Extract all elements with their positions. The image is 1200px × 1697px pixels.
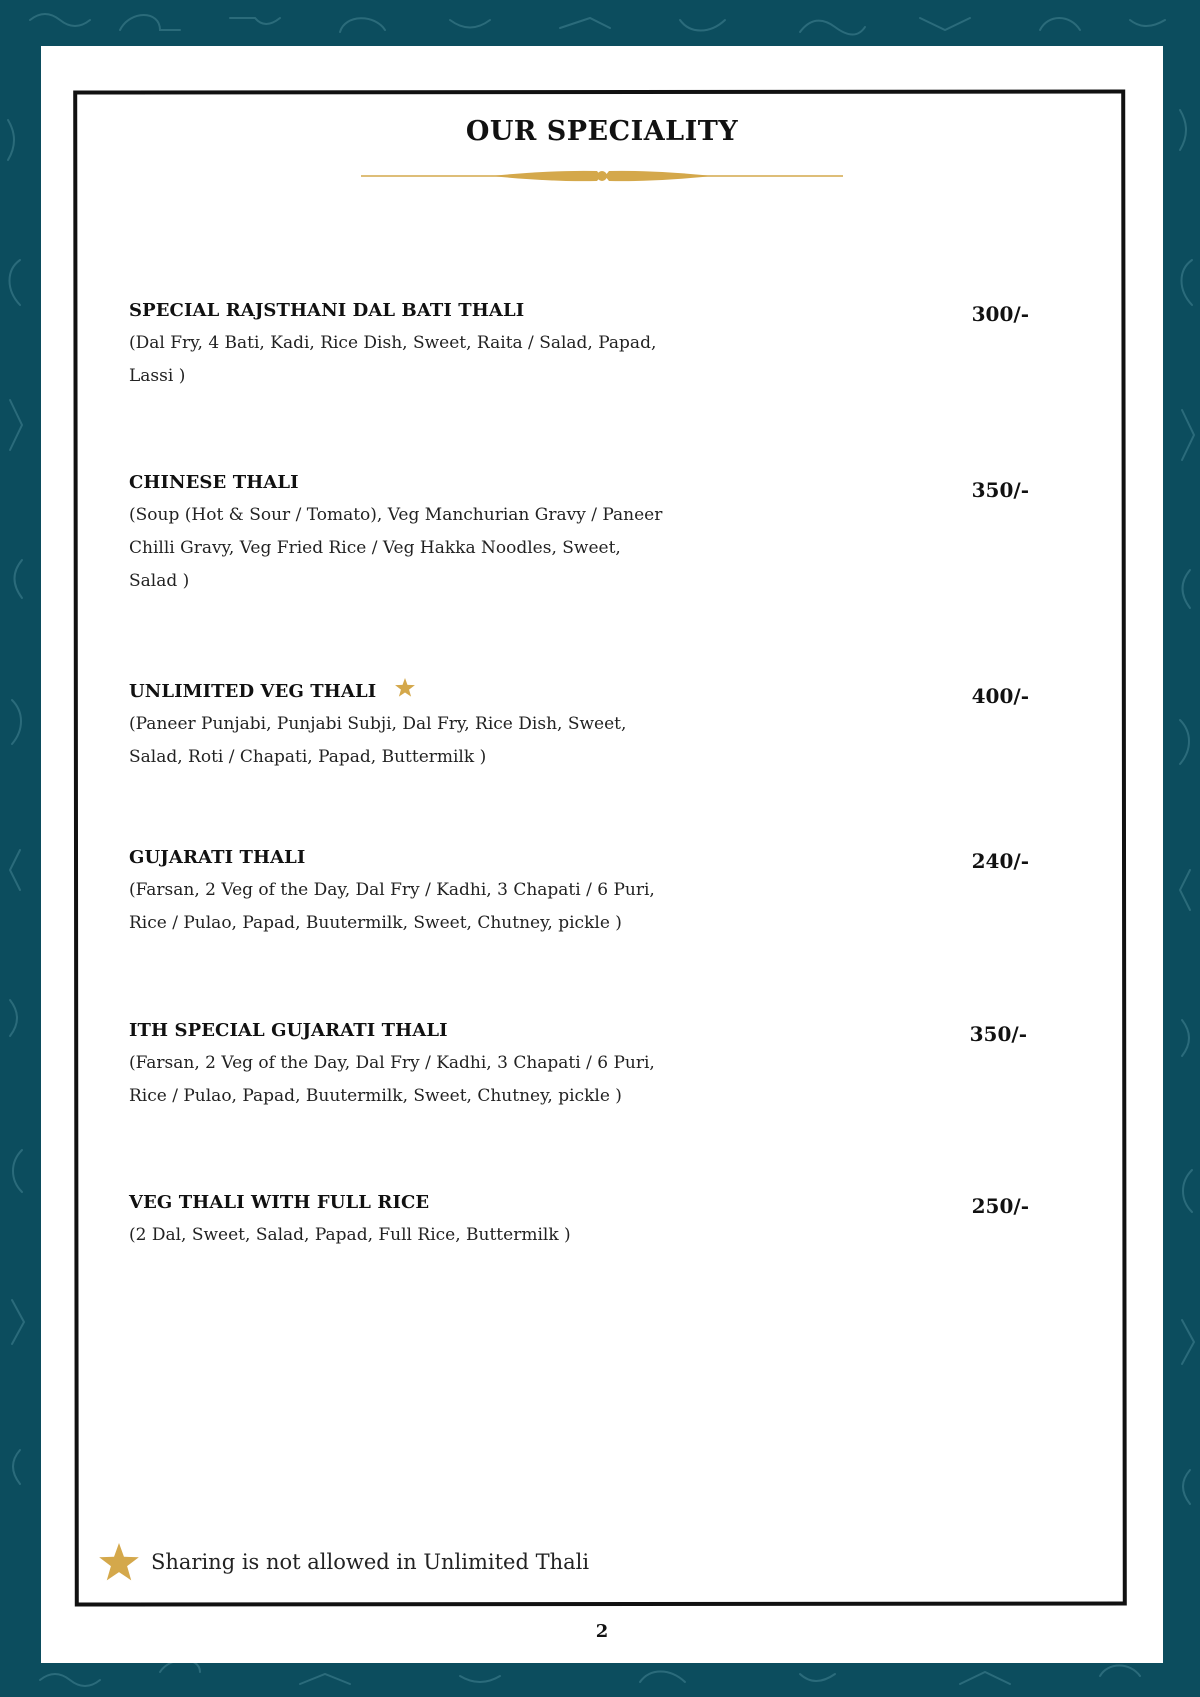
item-price: 240/- [971,849,1029,873]
menu-item-dal-bati-thali [129,300,1029,393]
item-name: VEG THALI WITH FULL RICE [129,1192,430,1213]
item-description: (Paneer Punjabi, Punjabi Subji, Dal Fry, Rice Dish, Sweet, Salad, Roti / Chapati, Papad, Buttermilk ) [129,714,627,767]
item-price: 350/- [971,478,1029,502]
item-description: (Soup (Hot & Sour / Tomato), Veg Manchurian Gravy / Paneer Chilli Gravy, Veg Fried Rice / Veg Hakka Noodles, Sweet, Salad ) [129,505,663,591]
item-name: SPECIAL RAJSTHANI DAL BATI THALI [129,300,525,321]
item-name: GUJARATI THALI [129,847,306,868]
menu-item-veg-thali-full-rice [129,1192,1029,1252]
item-name: UNLIMITED VEG THALI [129,681,377,702]
item-name: ITH SPECIAL GUJARATI THALI [129,1020,448,1041]
star-icon [99,1543,139,1581]
item-price: 250/- [971,1194,1029,1218]
menu-item-ith-special-gujarati-thali [129,1020,1029,1113]
item-description: (Farsan, 2 Veg of the Day, Dal Fry / Kadhi, 3 Chapati / 6 Puri, Rice / Pulao, Papad, Buutermilk, Sweet, Chutney, pickle ) [129,1053,655,1106]
menu-item-chinese-thali [129,472,1029,598]
footnote [99,1542,589,1582]
ornamental-divider [361,167,843,185]
item-description: (Farsan, 2 Veg of the Day, Dal Fry / Kadhi, 3 Chapati / 6 Puri, Rice / Pulao, Papad, Buutermilk, Sweet, Chutney, pickle ) [129,880,655,933]
item-name: CHINESE THALI [129,472,299,493]
item-price: 400/- [971,684,1029,708]
page-title: OUR SPECIALITY [465,116,739,147]
menu-item-gujarati-thali [129,847,1029,940]
item-price: 350/- [969,1022,1027,1046]
item-description: (2 Dal, Sweet, Salad, Papad, Full Rice, Buttermilk ) [129,1225,571,1245]
item-price: 300/- [971,302,1029,326]
menu-item-unlimited-veg-thali [129,678,1029,774]
menu-page [41,46,1163,1663]
footnote-text: Sharing is not allowed in Unlimited Thali [151,1550,590,1574]
item-description: (Dal Fry, 4 Bati, Kadi, Rice Dish, Sweet, Raita / Salad, Papad, Lassi ) [129,333,657,386]
star-icon [395,678,415,697]
page-number: 2 [595,1621,609,1642]
